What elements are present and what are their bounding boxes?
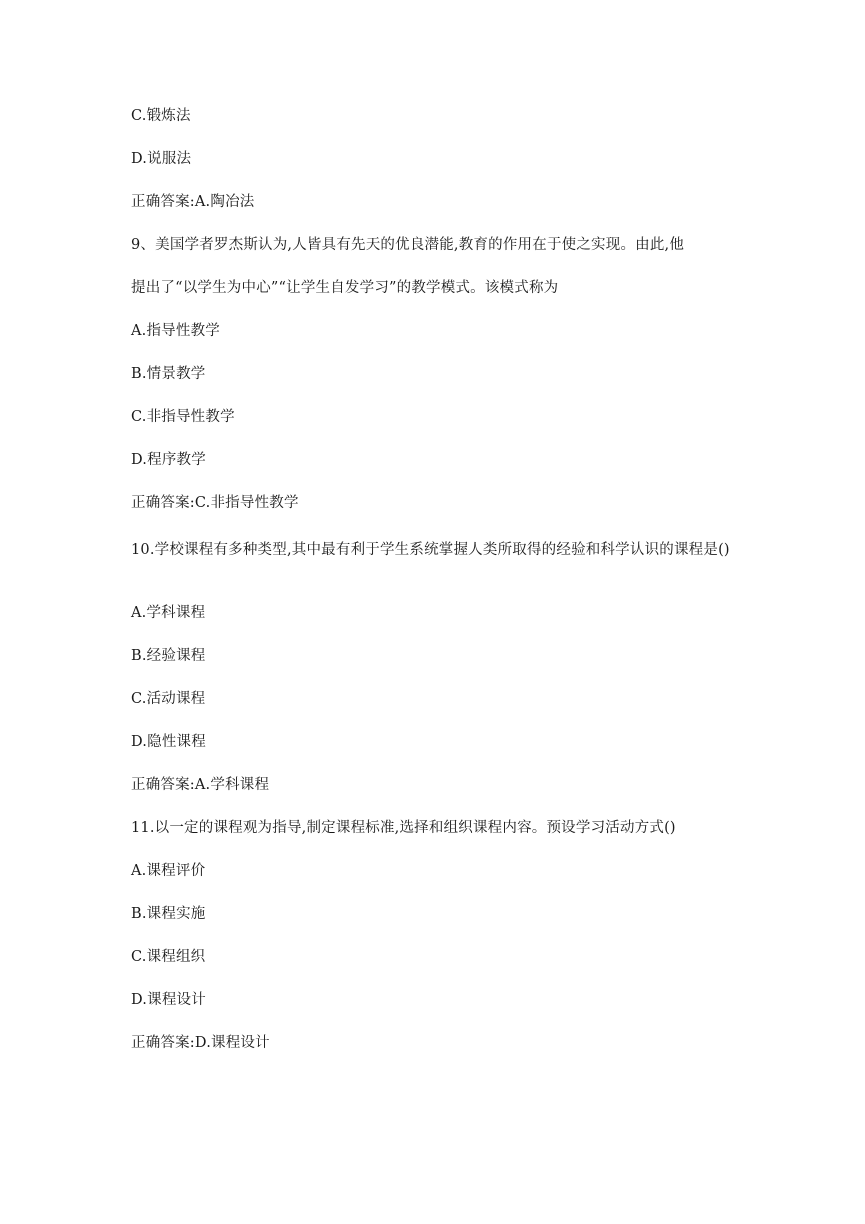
q10-option-d: D.隐性课程 [131,734,206,750]
q10-answer: 正确答案:A.学科课程 [131,777,270,793]
q8-option-c: C.锻炼法 [131,108,191,124]
q10-option-a: A.学科课程 [131,605,206,621]
q9-option-b: B.情景教学 [131,366,206,382]
q9-option-a: A.指导性教学 [131,323,220,339]
q11-stem: 11.以一定的课程观为指导,制定课程标准,选择和组织课程内容。预设学习活动方式() [131,820,676,836]
q9-answer: 正确答案:C.非指导性教学 [131,495,299,511]
q11-option-c: C.课程组织 [131,949,206,965]
q10-stem: 10.学校课程有多种类型,其中最有利于学生系统掌握人类所取得的经验和科学认识的课程是() [131,542,730,558]
q10-option-c: C.活动课程 [131,691,206,707]
q11-option-a: A.课程评价 [131,863,206,879]
q9-option-d: D.程序教学 [131,452,206,468]
q11-answer: 正确答案:D.课程设计 [131,1035,270,1051]
q9-stem-line2: 提出了“以学生为中心”“让学生自发学习”的教学模式。该模式称为 [131,280,559,296]
q11-option-d: D.课程设计 [131,992,206,1008]
q9-option-c: C.非指导性教学 [131,409,235,425]
q8-answer: 正确答案:A.陶冶法 [131,194,255,210]
q9-stem-line1: 9、美国学者罗杰斯认为,人皆具有先天的优良潜能,教育的作用在于使之实现。由此,他 [131,237,685,253]
q8-option-d: D.说服法 [131,151,192,167]
q11-option-b: B.课程实施 [131,906,206,922]
q10-option-b: B.经验课程 [131,648,206,664]
